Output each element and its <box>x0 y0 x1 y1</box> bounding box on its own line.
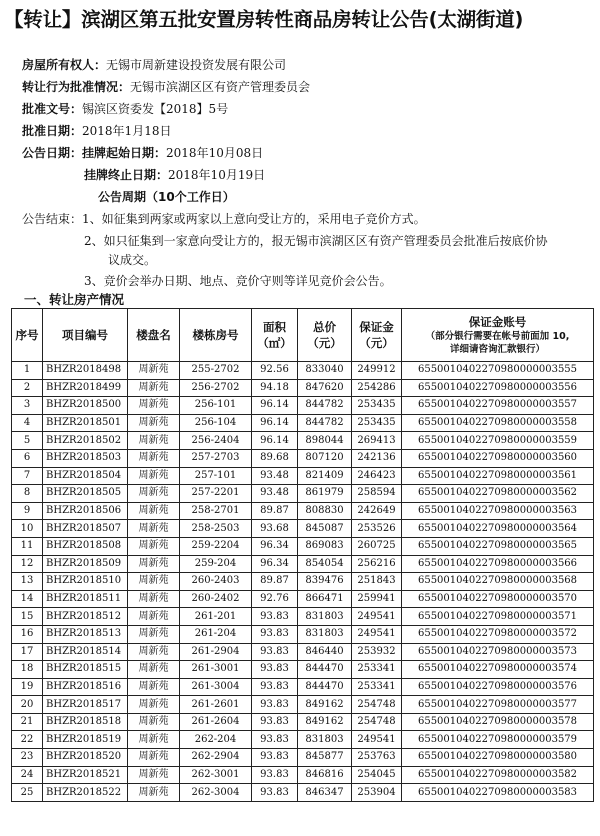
cell-price: 808830 <box>298 502 352 520</box>
table-row <box>12 678 594 696</box>
table-header-row <box>12 309 594 362</box>
cell-deposit: 251843 <box>352 573 402 591</box>
cell-area: 93.83 <box>252 784 298 802</box>
cell-seq: 1 <box>12 362 43 380</box>
cell-account: 6550010402270980000003562 <box>402 485 594 503</box>
cell-deposit: 253435 <box>352 414 402 432</box>
cell-account: 6550010402270980000003572 <box>402 625 594 643</box>
table-row <box>12 661 594 679</box>
doc-number-label: 批准文号： <box>22 102 83 116</box>
cell-room: 258-2701 <box>180 502 252 520</box>
cell-price: 831803 <box>298 608 352 626</box>
cell-room: 260-2402 <box>180 590 252 608</box>
cell-code: BHZR2018517 <box>43 696 128 714</box>
table-row <box>12 713 594 731</box>
cell-price: 839476 <box>298 573 352 591</box>
header-price-label: 总价 <box>313 320 336 334</box>
cell-area: 93.83 <box>252 766 298 784</box>
cell-account: 6550010402270980000003576 <box>402 678 594 696</box>
end-date-value: 2018年10月19日 <box>168 168 266 182</box>
notice-period <box>98 188 235 205</box>
cell-deposit: 242136 <box>352 449 402 467</box>
approve-date-value: 2018年1月18日 <box>82 124 172 138</box>
cell-room: 261-2904 <box>180 643 252 661</box>
cell-account: 6550010402270980000003579 <box>402 731 594 749</box>
cell-room: 260-2403 <box>180 573 252 591</box>
cell-room: 259-204 <box>180 555 252 573</box>
property-table <box>11 308 594 802</box>
cell-account: 6550010402270980000003582 <box>402 766 594 784</box>
cell-area: 94.18 <box>252 379 298 397</box>
cell-account: 6550010402270980000003561 <box>402 467 594 485</box>
cell-estate: 周新苑 <box>128 555 180 573</box>
result-prefix: 公告结束： <box>22 212 83 226</box>
result-item-2a: 2、如只征集到一家意向受让方的，报无锡市滨湖区区有资产管理委员会批准后按底价协 <box>84 234 548 248</box>
cell-price: 861979 <box>298 485 352 503</box>
cell-area: 93.83 <box>252 625 298 643</box>
cell-code: BHZR2018518 <box>43 713 128 731</box>
cell-code: BHZR2018513 <box>43 625 128 643</box>
cell-code: BHZR2018512 <box>43 608 128 626</box>
cell-room: 261-2601 <box>180 696 252 714</box>
cell-estate: 周新苑 <box>128 590 180 608</box>
cell-price: 831803 <box>298 731 352 749</box>
cell-estate: 周新苑 <box>128 362 180 380</box>
notice-date-label: 公告日期： <box>22 146 83 160</box>
cell-account: 6550010402270980000003559 <box>402 432 594 450</box>
cell-code: BHZR2018508 <box>43 537 128 555</box>
cell-seq: 4 <box>12 414 43 432</box>
cell-seq: 3 <box>12 397 43 415</box>
table-row <box>12 432 594 450</box>
cell-deposit: 253341 <box>352 661 402 679</box>
cell-code: BHZR2018516 <box>43 678 128 696</box>
cell-seq: 6 <box>12 449 43 467</box>
cell-seq: 18 <box>12 661 43 679</box>
table-row <box>12 573 594 591</box>
cell-estate: 周新苑 <box>128 749 180 767</box>
cell-estate: 周新苑 <box>128 537 180 555</box>
cell-room: 257-2201 <box>180 485 252 503</box>
cell-deposit: 254748 <box>352 713 402 731</box>
result-item-1 <box>22 210 426 227</box>
table-row <box>12 379 594 397</box>
cell-seq: 11 <box>12 537 43 555</box>
cell-code: BHZR2018511 <box>43 590 128 608</box>
cell-seq: 22 <box>12 731 43 749</box>
table-row <box>12 555 594 573</box>
cell-estate: 周新苑 <box>128 713 180 731</box>
cell-account: 6550010402270980000003556 <box>402 379 594 397</box>
cell-estate: 周新苑 <box>128 696 180 714</box>
cell-room: 255-2702 <box>180 362 252 380</box>
cell-area: 96.34 <box>252 555 298 573</box>
section-title: 一、转让房产情况 <box>24 292 125 307</box>
cell-room: 261-3004 <box>180 678 252 696</box>
cell-seq: 21 <box>12 713 43 731</box>
cell-area: 93.83 <box>252 731 298 749</box>
end-date-line <box>84 166 265 183</box>
table-row <box>12 502 594 520</box>
header-deposit-unit: （元） <box>359 336 394 350</box>
cell-account: 6550010402270980000003573 <box>402 643 594 661</box>
cell-seq: 14 <box>12 590 43 608</box>
cell-price: 847620 <box>298 379 352 397</box>
result-item-3: 3、竞价会举办日期、地点、竞价守则等详见竞价会公告。 <box>84 274 392 288</box>
cell-account: 6550010402270980000003574 <box>402 661 594 679</box>
table-row <box>12 625 594 643</box>
owner-label: 房屋所有权人： <box>22 58 107 72</box>
cell-area: 89.87 <box>252 573 298 591</box>
cell-code: BHZR2018515 <box>43 661 128 679</box>
cell-room: 257-101 <box>180 467 252 485</box>
cell-estate: 周新苑 <box>128 608 180 626</box>
table-row <box>12 590 594 608</box>
cell-deposit: 269413 <box>352 432 402 450</box>
cell-estate: 周新苑 <box>128 502 180 520</box>
cell-account: 6550010402270980000003577 <box>402 696 594 714</box>
cell-area: 96.14 <box>252 432 298 450</box>
cell-deposit: 249912 <box>352 362 402 380</box>
cell-area: 96.14 <box>252 397 298 415</box>
cell-price: 807120 <box>298 449 352 467</box>
cell-seq: 17 <box>12 643 43 661</box>
cell-area: 93.83 <box>252 608 298 626</box>
cell-price: 846816 <box>298 766 352 784</box>
cell-code: BHZR2018503 <box>43 449 128 467</box>
cell-account: 6550010402270980000003580 <box>402 749 594 767</box>
cell-seq: 9 <box>12 502 43 520</box>
cell-room: 256-104 <box>180 414 252 432</box>
end-date-label: 挂牌终止日期： <box>84 168 169 182</box>
cell-code: BHZR2018502 <box>43 432 128 450</box>
cell-estate: 周新苑 <box>128 449 180 467</box>
result-item-2b: 议成交。 <box>108 253 157 267</box>
cell-room: 261-204 <box>180 625 252 643</box>
cell-price: 845877 <box>298 749 352 767</box>
cell-estate: 周新苑 <box>128 661 180 679</box>
table-body <box>12 362 594 802</box>
cell-price: 849162 <box>298 713 352 731</box>
start-date-label: 挂牌起始日期： <box>82 146 167 160</box>
cell-estate: 周新苑 <box>128 397 180 415</box>
cell-area: 93.83 <box>252 713 298 731</box>
cell-deposit: 246423 <box>352 467 402 485</box>
cell-room: 257-2703 <box>180 449 252 467</box>
cell-account: 6550010402270980000003555 <box>402 362 594 380</box>
cell-price: 869083 <box>298 537 352 555</box>
cell-area: 93.48 <box>252 485 298 503</box>
cell-room: 259-2204 <box>180 537 252 555</box>
cell-account: 6550010402270980000003557 <box>402 397 594 415</box>
cell-estate: 周新苑 <box>128 784 180 802</box>
header-seq: 序号 <box>12 309 43 362</box>
cell-price: 898044 <box>298 432 352 450</box>
cell-code: BHZR2018506 <box>43 502 128 520</box>
cell-seq: 19 <box>12 678 43 696</box>
cell-room: 258-2503 <box>180 520 252 538</box>
cell-room: 261-201 <box>180 608 252 626</box>
cell-estate: 周新苑 <box>128 573 180 591</box>
cell-deposit: 253435 <box>352 397 402 415</box>
cell-estate: 周新苑 <box>128 467 180 485</box>
cell-price: 831803 <box>298 625 352 643</box>
cell-area: 93.83 <box>252 643 298 661</box>
cell-seq: 25 <box>12 784 43 802</box>
cell-deposit: 253763 <box>352 749 402 767</box>
header-deposit <box>352 309 402 362</box>
cell-code: BHZR2018522 <box>43 784 128 802</box>
cell-area: 93.68 <box>252 520 298 538</box>
table-row <box>12 749 594 767</box>
cell-code: BHZR2018521 <box>43 766 128 784</box>
table-row <box>12 766 594 784</box>
cell-price: 844782 <box>298 397 352 415</box>
cell-seq: 13 <box>12 573 43 591</box>
cell-code: BHZR2018509 <box>43 555 128 573</box>
cell-seq: 23 <box>12 749 43 767</box>
cell-deposit: 242649 <box>352 502 402 520</box>
cell-room: 261-3001 <box>180 661 252 679</box>
cell-seq: 24 <box>12 766 43 784</box>
cell-price: 849162 <box>298 696 352 714</box>
header-price-unit: （元） <box>307 336 342 350</box>
cell-account: 6550010402270980000003560 <box>402 449 594 467</box>
approver-label: 转让行为批准情况： <box>22 80 131 94</box>
cell-estate: 周新苑 <box>128 414 180 432</box>
header-deposit-label: 保证金 <box>359 320 394 334</box>
header-code: 项目编号 <box>43 309 128 362</box>
cell-estate: 周新苑 <box>128 643 180 661</box>
result-1-text: 1、如征集到两家或两家以上意向受让方的，采用电子竞价方式。 <box>82 212 426 226</box>
cell-room: 256-2702 <box>180 379 252 397</box>
approve-date-label: 批准日期： <box>22 124 83 138</box>
cell-seq: 16 <box>12 625 43 643</box>
cell-price: 845087 <box>298 520 352 538</box>
cell-room: 262-3004 <box>180 784 252 802</box>
cell-account: 6550010402270980000003571 <box>402 608 594 626</box>
cell-estate: 周新苑 <box>128 485 180 503</box>
header-area-label: 面积 <box>263 320 286 334</box>
cell-seq: 7 <box>12 467 43 485</box>
cell-deposit: 258594 <box>352 485 402 503</box>
cell-room: 261-2604 <box>180 713 252 731</box>
cell-estate: 周新苑 <box>128 766 180 784</box>
cell-area: 92.76 <box>252 590 298 608</box>
cell-estate: 周新苑 <box>128 379 180 397</box>
cell-estate: 周新苑 <box>128 520 180 538</box>
cell-deposit: 249541 <box>352 731 402 749</box>
doc-number-line <box>22 100 228 117</box>
cell-estate: 周新苑 <box>128 731 180 749</box>
cell-room: 262-204 <box>180 731 252 749</box>
cell-seq: 2 <box>12 379 43 397</box>
cell-code: BHZR2018504 <box>43 467 128 485</box>
cell-estate: 周新苑 <box>128 678 180 696</box>
cell-code: BHZR2018507 <box>43 520 128 538</box>
cell-area: 89.87 <box>252 502 298 520</box>
cell-account: 6550010402270980000003578 <box>402 713 594 731</box>
table-row <box>12 784 594 802</box>
cell-price: 844470 <box>298 661 352 679</box>
cell-area: 92.56 <box>252 362 298 380</box>
cell-account: 6550010402270980000003565 <box>402 537 594 555</box>
cell-estate: 周新苑 <box>128 432 180 450</box>
doc-number-value: 锡滨区资委发【2018】5号 <box>82 102 229 116</box>
cell-area: 89.68 <box>252 449 298 467</box>
cell-area: 93.83 <box>252 678 298 696</box>
header-area <box>252 309 298 362</box>
table-row <box>12 414 594 432</box>
cell-deposit: 254748 <box>352 696 402 714</box>
header-account-label: 保证金账号 <box>468 315 527 329</box>
cell-seq: 15 <box>12 608 43 626</box>
cell-code: BHZR2018510 <box>43 573 128 591</box>
cell-area: 93.83 <box>252 696 298 714</box>
cell-deposit: 249541 <box>352 608 402 626</box>
notice-date-line <box>22 144 263 161</box>
approver-line <box>22 78 310 95</box>
cell-seq: 10 <box>12 520 43 538</box>
cell-code: BHZR2018499 <box>43 379 128 397</box>
cell-area: 96.34 <box>252 537 298 555</box>
table-row <box>12 362 594 380</box>
cell-deposit: 256216 <box>352 555 402 573</box>
table-row <box>12 696 594 714</box>
header-account-note-2: 详细请咨询汇款银行） <box>449 344 545 355</box>
cell-area: 93.48 <box>252 467 298 485</box>
cell-code: BHZR2018505 <box>43 485 128 503</box>
table-row <box>12 643 594 661</box>
start-date-value: 2018年10月08日 <box>166 146 264 160</box>
header-room: 楼栋房号 <box>180 309 252 362</box>
cell-code: BHZR2018514 <box>43 643 128 661</box>
cell-seq: 20 <box>12 696 43 714</box>
cell-account: 6550010402270980000003566 <box>402 555 594 573</box>
cell-code: BHZR2018501 <box>43 414 128 432</box>
cell-area: 96.14 <box>252 414 298 432</box>
cell-deposit: 253526 <box>352 520 402 538</box>
cell-price: 844470 <box>298 678 352 696</box>
cell-seq: 8 <box>12 485 43 503</box>
cell-code: BHZR2018519 <box>43 731 128 749</box>
notice-period-text: 公告周期（10个工作日） <box>98 190 235 204</box>
cell-estate: 周新苑 <box>128 625 180 643</box>
cell-price: 846440 <box>298 643 352 661</box>
cell-account: 6550010402270980000003568 <box>402 573 594 591</box>
page-title: 【转让】滨湖区第五批安置房转性商品房转让公告(太湖街道) <box>4 8 524 31</box>
cell-account: 6550010402270980000003570 <box>402 590 594 608</box>
approver-value: 无锡市滨湖区区有资产管理委员会 <box>130 80 311 94</box>
cell-room: 256-2404 <box>180 432 252 450</box>
cell-seq: 5 <box>12 432 43 450</box>
table-row <box>12 467 594 485</box>
header-account <box>402 309 594 362</box>
cell-price: 833040 <box>298 362 352 380</box>
cell-price: 846347 <box>298 784 352 802</box>
table-row <box>12 485 594 503</box>
cell-code: BHZR2018498 <box>43 362 128 380</box>
owner-value: 无锡市周新建设投资发展有限公司 <box>106 58 287 72</box>
cell-price: 854054 <box>298 555 352 573</box>
table-row <box>12 731 594 749</box>
approve-date-line <box>22 122 171 139</box>
header-account-note-1: （部分银行需要在帐号前面加 10, <box>425 331 570 342</box>
header-price <box>298 309 352 362</box>
cell-deposit: 249541 <box>352 625 402 643</box>
cell-deposit: 254045 <box>352 766 402 784</box>
cell-code: BHZR2018520 <box>43 749 128 767</box>
cell-deposit: 253341 <box>352 678 402 696</box>
cell-room: 262-3001 <box>180 766 252 784</box>
cell-code: BHZR2018500 <box>43 397 128 415</box>
cell-price: 821409 <box>298 467 352 485</box>
table-row <box>12 520 594 538</box>
cell-account: 6550010402270980000003583 <box>402 784 594 802</box>
cell-deposit: 254286 <box>352 379 402 397</box>
cell-price: 844782 <box>298 414 352 432</box>
owner-line <box>22 56 286 73</box>
cell-seq: 12 <box>12 555 43 573</box>
table-row <box>12 537 594 555</box>
header-estate: 楼盘名 <box>128 309 180 362</box>
cell-area: 93.83 <box>252 661 298 679</box>
cell-account: 6550010402270980000003558 <box>402 414 594 432</box>
table-row <box>12 397 594 415</box>
cell-deposit: 253904 <box>352 784 402 802</box>
cell-area: 93.83 <box>252 749 298 767</box>
cell-deposit: 253932 <box>352 643 402 661</box>
cell-account: 6550010402270980000003563 <box>402 502 594 520</box>
table-row <box>12 449 594 467</box>
cell-room: 256-101 <box>180 397 252 415</box>
cell-room: 262-2904 <box>180 749 252 767</box>
cell-account: 6550010402270980000003564 <box>402 520 594 538</box>
cell-price: 866471 <box>298 590 352 608</box>
cell-deposit: 260725 <box>352 537 402 555</box>
cell-deposit: 259941 <box>352 590 402 608</box>
table-row <box>12 608 594 626</box>
header-area-unit: （㎡） <box>257 336 292 350</box>
